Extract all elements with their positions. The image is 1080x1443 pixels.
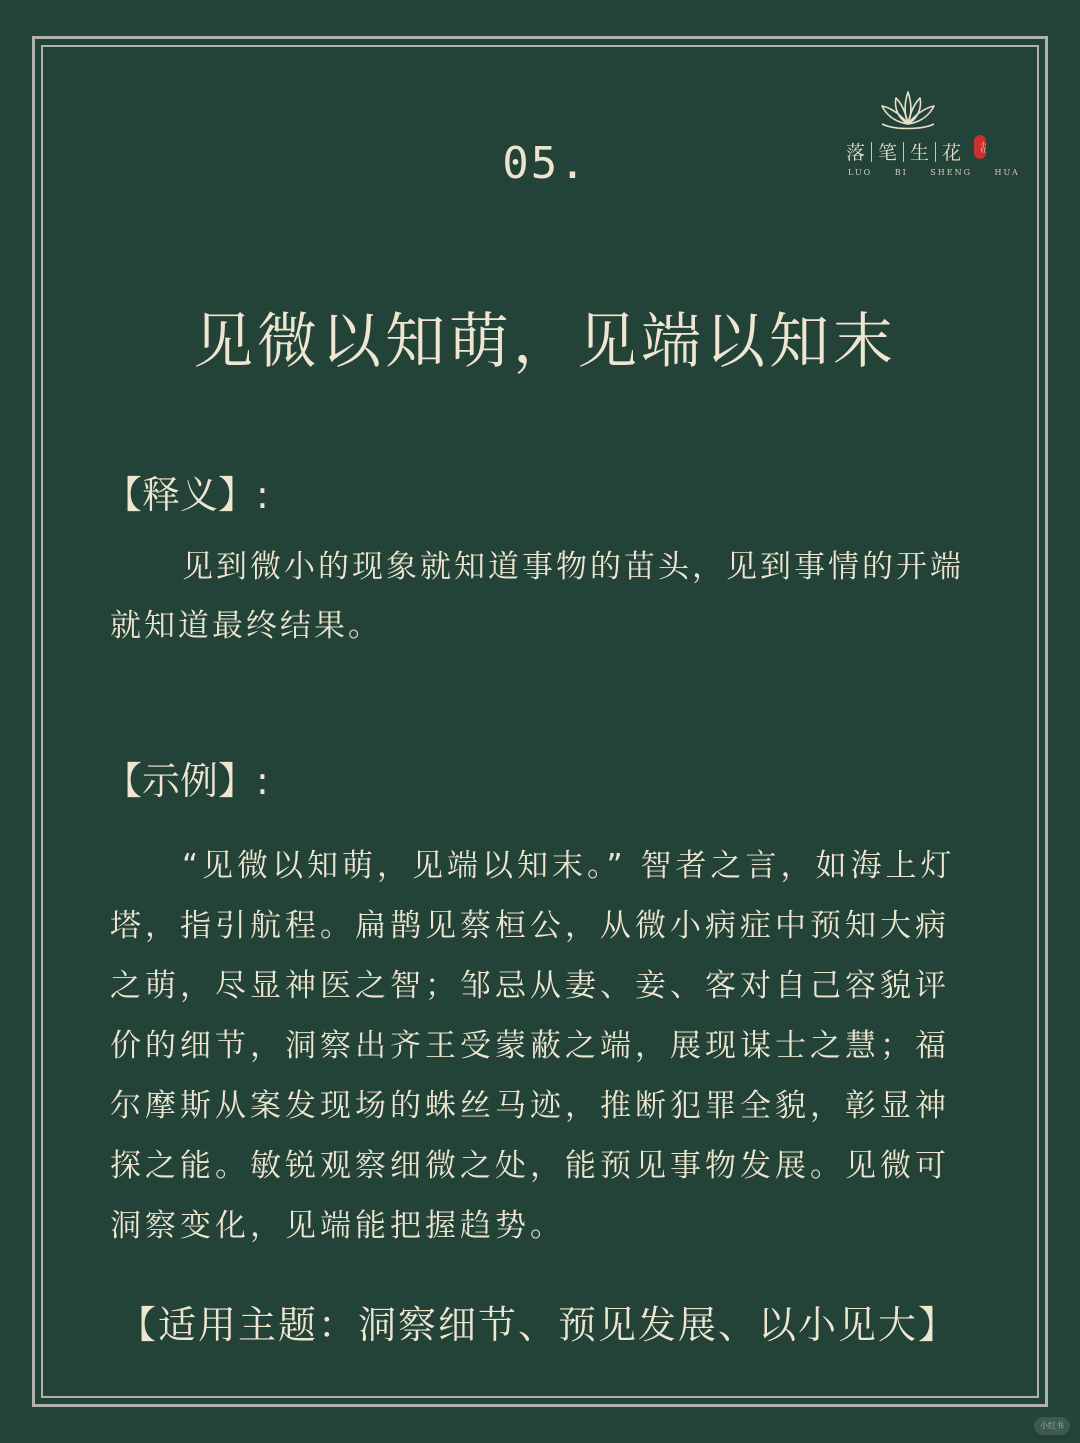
page-title: 见微以知萌，见端以知末 <box>193 307 897 377</box>
logo-pinyin: LUO BI SHENG HUA <box>848 168 1020 177</box>
watermark: 小红书 <box>1034 1417 1070 1435</box>
meaning-label: 【释义】: <box>104 473 269 517</box>
seal-stamp: 小红 <box>974 135 986 159</box>
logo-char: 落 <box>846 142 866 164</box>
lotus-icon <box>838 88 998 134</box>
meaning-text: 见到微小的现象就知道事物的苗头，见到事情的开端就知道最终结果。 <box>110 549 964 644</box>
entry-number: 05. <box>502 138 588 189</box>
applicable-themes: 【适用主题：洞察细节、预见发展、以小见大】 <box>118 1303 959 1347</box>
example-label: 【示例】: <box>104 759 269 803</box>
logo-char: 生 <box>910 142 930 164</box>
example-text: “见微以知萌，见端以知末。” 智者之言，如海上灯塔，指引航程。扁鹊见蔡桓公，从微小病症中预知大病之萌，尽显神医之智；邹忌从妻、妾、客对自己容貌评价的细节，洞察出齐王受蒙蔽之端，展现谋士之慧；福尔摩斯从案发现场的蛛丝马迹，推断犯罪全貌，彰显神探之能。敏锐观察细微之处，能预见事物发展。见微可洞察变化，见端能把握趋势。 <box>110 848 956 1244</box>
logo-char: 花 <box>942 142 962 164</box>
logo-char: 笔 <box>878 142 898 164</box>
